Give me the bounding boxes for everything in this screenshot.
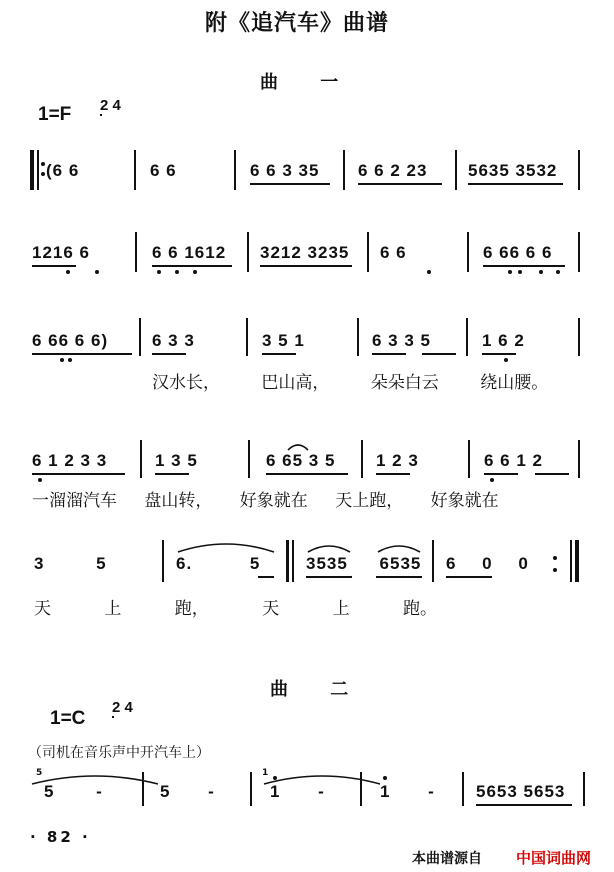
barline xyxy=(432,540,434,582)
beam-underline xyxy=(535,473,569,475)
tune-1-time-signature xyxy=(100,97,121,114)
barline xyxy=(140,440,142,478)
staff-row-4 xyxy=(0,440,614,520)
beam-underline xyxy=(476,804,572,806)
source-label: 本曲谱源自 xyxy=(412,851,482,867)
grace-note: 5 xyxy=(36,768,43,778)
measure: 6 66 6 6 xyxy=(483,243,553,262)
barline xyxy=(246,318,248,356)
measure: 1 6 2 xyxy=(482,331,525,350)
beam-underline xyxy=(152,353,186,355)
staff-row-2 xyxy=(0,232,614,282)
repeat-dot xyxy=(553,556,557,560)
beam-underline xyxy=(468,183,563,185)
staff-row-5 xyxy=(0,540,614,630)
barline xyxy=(250,772,252,806)
beam-underline xyxy=(376,473,410,475)
measure: 6 3 3 5 xyxy=(372,331,431,350)
barline xyxy=(134,150,136,190)
barline xyxy=(578,150,580,190)
low-octave-dot xyxy=(38,478,42,482)
source-brand-link[interactable]: 中国词曲网 xyxy=(516,849,592,867)
repeat-dot xyxy=(553,568,557,572)
low-octave-dot xyxy=(490,478,494,482)
slur-arc xyxy=(286,440,310,452)
beam-underline xyxy=(155,473,189,475)
slur-arc xyxy=(176,540,276,554)
measure: 1 - xyxy=(270,782,325,801)
low-octave-dot xyxy=(60,358,64,362)
low-octave-dot xyxy=(175,270,179,274)
measure: 1216 6 xyxy=(32,243,90,262)
barline xyxy=(357,318,359,356)
beam-underline xyxy=(484,473,518,475)
barline xyxy=(142,772,144,806)
low-octave-dot xyxy=(95,270,99,274)
measure: 1 - xyxy=(380,782,435,801)
time-signature-top: 2 xyxy=(112,699,121,716)
beam-underline xyxy=(258,576,274,578)
beam-underline xyxy=(482,353,516,355)
barline xyxy=(286,540,289,582)
measure: 6 6 1612 xyxy=(152,243,227,262)
staff-row-1 xyxy=(0,150,614,200)
low-octave-dot xyxy=(556,270,560,274)
barline xyxy=(467,232,469,272)
barline xyxy=(162,540,164,582)
measure: 3535 6535 xyxy=(306,554,422,573)
tune-2-heading: 曲 二 xyxy=(270,679,367,700)
beam-underline xyxy=(483,265,565,267)
measure: 6 1 2 3 3 xyxy=(32,451,108,470)
barline xyxy=(37,150,39,190)
measure: 6 0 0 xyxy=(446,554,529,573)
time-signature-bottom: 4 xyxy=(124,699,133,716)
low-octave-dot xyxy=(504,358,508,362)
low-octave-dot xyxy=(427,270,431,274)
measure: 6 3 3 xyxy=(152,331,195,350)
barline xyxy=(367,232,369,272)
beam-underline xyxy=(306,576,352,578)
low-octave-dot xyxy=(193,270,197,274)
tune-1-key-signature: 1=F xyxy=(38,104,72,125)
barline xyxy=(139,318,141,356)
measure: 1 2 3 xyxy=(376,451,419,470)
beam-underline xyxy=(32,265,76,267)
barline xyxy=(578,440,580,478)
barline xyxy=(135,232,137,272)
low-octave-dot xyxy=(518,270,522,274)
beam-underline xyxy=(422,353,456,355)
low-octave-dot xyxy=(68,358,72,362)
page-number: · 82 · xyxy=(30,828,91,846)
lyrics-line: 天 上 跑， 天 上 跑。 xyxy=(34,599,438,619)
page-title: 附《追汽车》曲谱 xyxy=(205,10,390,36)
beam-underline xyxy=(446,576,492,578)
measure: 6 6 2 23 xyxy=(358,161,428,180)
repeat-end-barline xyxy=(575,540,579,582)
slur-arc xyxy=(306,542,352,554)
high-octave-dot xyxy=(273,776,277,780)
repeat-dot xyxy=(41,172,45,176)
beam-underline xyxy=(372,353,406,355)
beam-underline xyxy=(32,353,132,355)
measure: 5653 5653 xyxy=(476,782,566,801)
measure: 6 6 3 35 xyxy=(250,161,320,180)
barline xyxy=(455,150,457,190)
tune-2-key-signature: 1=C xyxy=(50,708,86,729)
time-signature-bottom: 4 xyxy=(112,97,121,114)
barline xyxy=(343,150,345,190)
beam-underline xyxy=(250,183,330,185)
barline xyxy=(466,318,468,356)
measure: 5635 3532 xyxy=(468,161,558,180)
measure: 5 - xyxy=(44,782,103,801)
lyrics-line: 一溜溜汽车 盘山转， 好象就在 天上跑， 好象就在 xyxy=(32,491,499,511)
stage-direction-note: （司机在音乐声中开汽车上） xyxy=(28,745,210,761)
beam-underline xyxy=(358,183,442,185)
measure: 6 6 xyxy=(380,243,407,262)
barline xyxy=(468,440,470,478)
barline xyxy=(570,540,572,582)
measure: 3212 3235 xyxy=(260,243,350,262)
barline xyxy=(361,440,363,478)
staff-row-3 xyxy=(0,318,614,398)
low-octave-dot xyxy=(157,270,161,274)
measure: 6 6 xyxy=(150,161,177,180)
time-signature-top: 2 xyxy=(100,97,109,114)
measure: 3 5 xyxy=(34,554,107,573)
beam-underline xyxy=(152,265,232,267)
barline xyxy=(360,772,362,806)
beam-underline xyxy=(376,576,422,578)
measure: 1 3 5 xyxy=(155,451,198,470)
barline xyxy=(234,150,236,190)
tune-1-heading: 曲 一 xyxy=(260,72,357,93)
beam-underline xyxy=(262,353,296,355)
beam-underline xyxy=(260,265,352,267)
barline xyxy=(462,772,464,806)
tune-2-staff-row xyxy=(0,768,614,818)
measure: 6 66 6 6) xyxy=(32,331,109,350)
barline xyxy=(578,232,580,272)
low-octave-dot xyxy=(66,270,70,274)
low-octave-dot xyxy=(508,270,512,274)
measure: 3 5 1 xyxy=(262,331,305,350)
beam-underline xyxy=(266,473,348,475)
barline xyxy=(583,772,585,806)
repeat-dot xyxy=(41,162,45,166)
barline xyxy=(292,540,294,582)
beam-underline xyxy=(32,473,125,475)
high-octave-dot xyxy=(383,776,387,780)
tune-2-time-signature xyxy=(112,699,133,716)
barline xyxy=(578,318,580,356)
barline xyxy=(248,440,250,478)
measure: 5 - xyxy=(160,782,215,801)
lyrics-line: 汉水长， 巴山高， 朵朵白云 绕山腰。 xyxy=(152,373,549,393)
repeat-start-barline xyxy=(30,150,34,190)
measure: 6. 5 xyxy=(176,554,261,573)
measure: (6 6 xyxy=(46,161,80,180)
low-octave-dot xyxy=(539,270,543,274)
grace-note: 1 xyxy=(262,768,269,778)
time-signature-rule xyxy=(112,716,114,718)
measure: 6 65 3 5 xyxy=(266,451,336,470)
barline xyxy=(247,232,249,272)
measure: 6 6 1 2 xyxy=(484,451,543,470)
slur-arc xyxy=(376,542,422,554)
time-signature-rule xyxy=(100,114,102,116)
